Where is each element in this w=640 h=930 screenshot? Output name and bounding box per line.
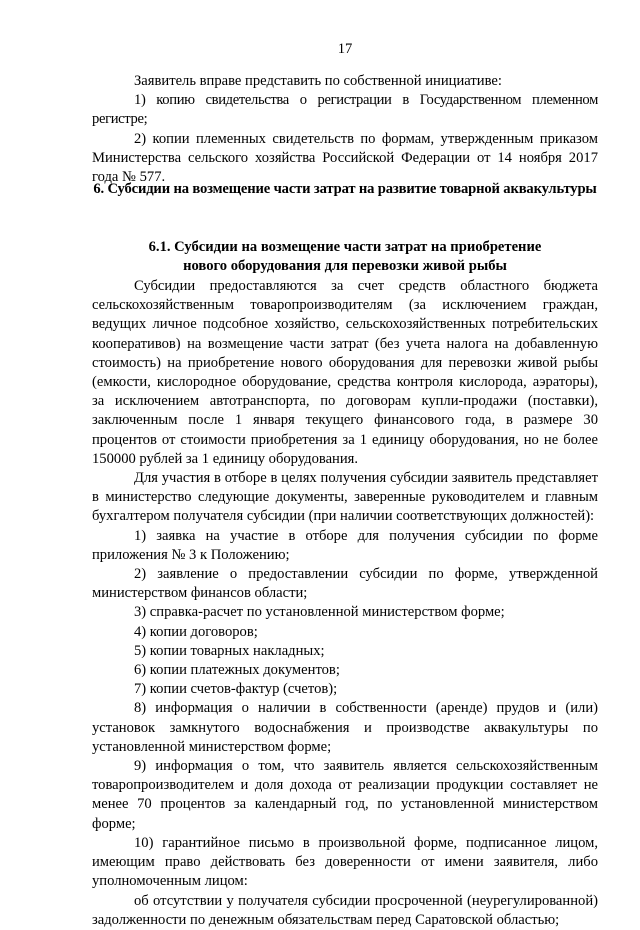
intro-line: Заявитель вправе представить по собственной инициативе: — [134, 73, 502, 89]
list-item-2: 2) заявление о предоставлении субсидии по форме, утвержденной министерством финансов области; — [92, 566, 598, 602]
list-item-1: 1) заявка на участие в отборе для получения субсидии по форме приложения № 3 к Положению; — [92, 527, 598, 563]
intro-item-2: 2) копии племенных свидетельств по формам, утвержденным приказом Министерства сельского хозяйства Российской Федерации от 14 ноября 2017 года № 577. — [92, 130, 598, 186]
list-item-3: 3) справка-расчет по установленной министерством форме; — [134, 604, 505, 621]
list-item-9: 9) информация о том, что заявитель является сельскохозяйственным товаропроизводителем и доля дохода от реализации продукции составляет не менее 70 процентов за календарный год, по установленной министерством форме; — [92, 758, 598, 832]
page-number: 17 — [337, 41, 353, 57]
list-item-6: 6) копии платежных документов; — [134, 662, 340, 679]
list-item-10-subitem: об отсутствии у получателя субсидии просроченной (неурегулированной) задолженности по денежным обязательствам перед Саратовской областью; — [92, 892, 598, 928]
paragraph-participation: Для участия в отборе в целях получения субсидии заявитель представляет в министерство следующие документы, заверенные руководителем и главным бухгалтером получателя субсидии (при наличии соответствующих должностей): — [92, 470, 598, 525]
section-title: 6. Субсидии на возмещение части затрат на развитие товарной аквакультуры — [93, 181, 597, 197]
paragraph-subsidies: Субсидии предоставляются за счет средств областного бюджета сельскохозяйственным товаропроизводителям (за исключением граждан, ведущих личное подсобное хозяйство, сельскохозяйственных потребительских кооперативов) на возмещение части затрат (без учета налога на добавленную стоимость) на приобретение нового оборудования для перевозки живой рыбы (емкости, кислородное оборудование, средства контроля кислорода, аэраторы), за исключением автотранспорта, по договорам купли-продажи (поставки), заключенным после 1 января текущего финансового года, в размере 30 процентов от стоимости приобретения за 1 единицу оборудования, но не более 150000 рублей за 1 единицу оборудования. — [92, 278, 598, 467]
intro-item-1: 1) копию свидетельства о регистрации в Государственном племенном регистре; — [92, 92, 598, 128]
intro-block — [92, 72, 598, 187]
subsection-title-line-2: нового оборудования для перевозки живой рыбы — [183, 258, 507, 275]
list-item-8: 8) информация о наличии в собственности (аренде) прудов и (или) установок замкнутого водоснабжения и производстве аквакультуры по установленной министерством форме; — [92, 700, 598, 755]
list-item-4: 4) копии договоров; — [134, 623, 258, 640]
subsection-title-line-1: 6.1. Субсидии на возмещение части затрат на приобретение — [148, 239, 542, 255]
list-item-5: 5) копии товарных накладных; — [134, 642, 325, 659]
subsection-title — [92, 238, 598, 276]
list-item-10: 10) гарантийное письмо в произвольной форме, подписанное лицом, имеющим право действовать без доверенности от имени заявителя, либо уполномоченным лицом: — [92, 834, 598, 890]
list-item-7: 7) копии счетов-фактур (счетов); — [134, 681, 338, 698]
section-body — [92, 277, 598, 930]
